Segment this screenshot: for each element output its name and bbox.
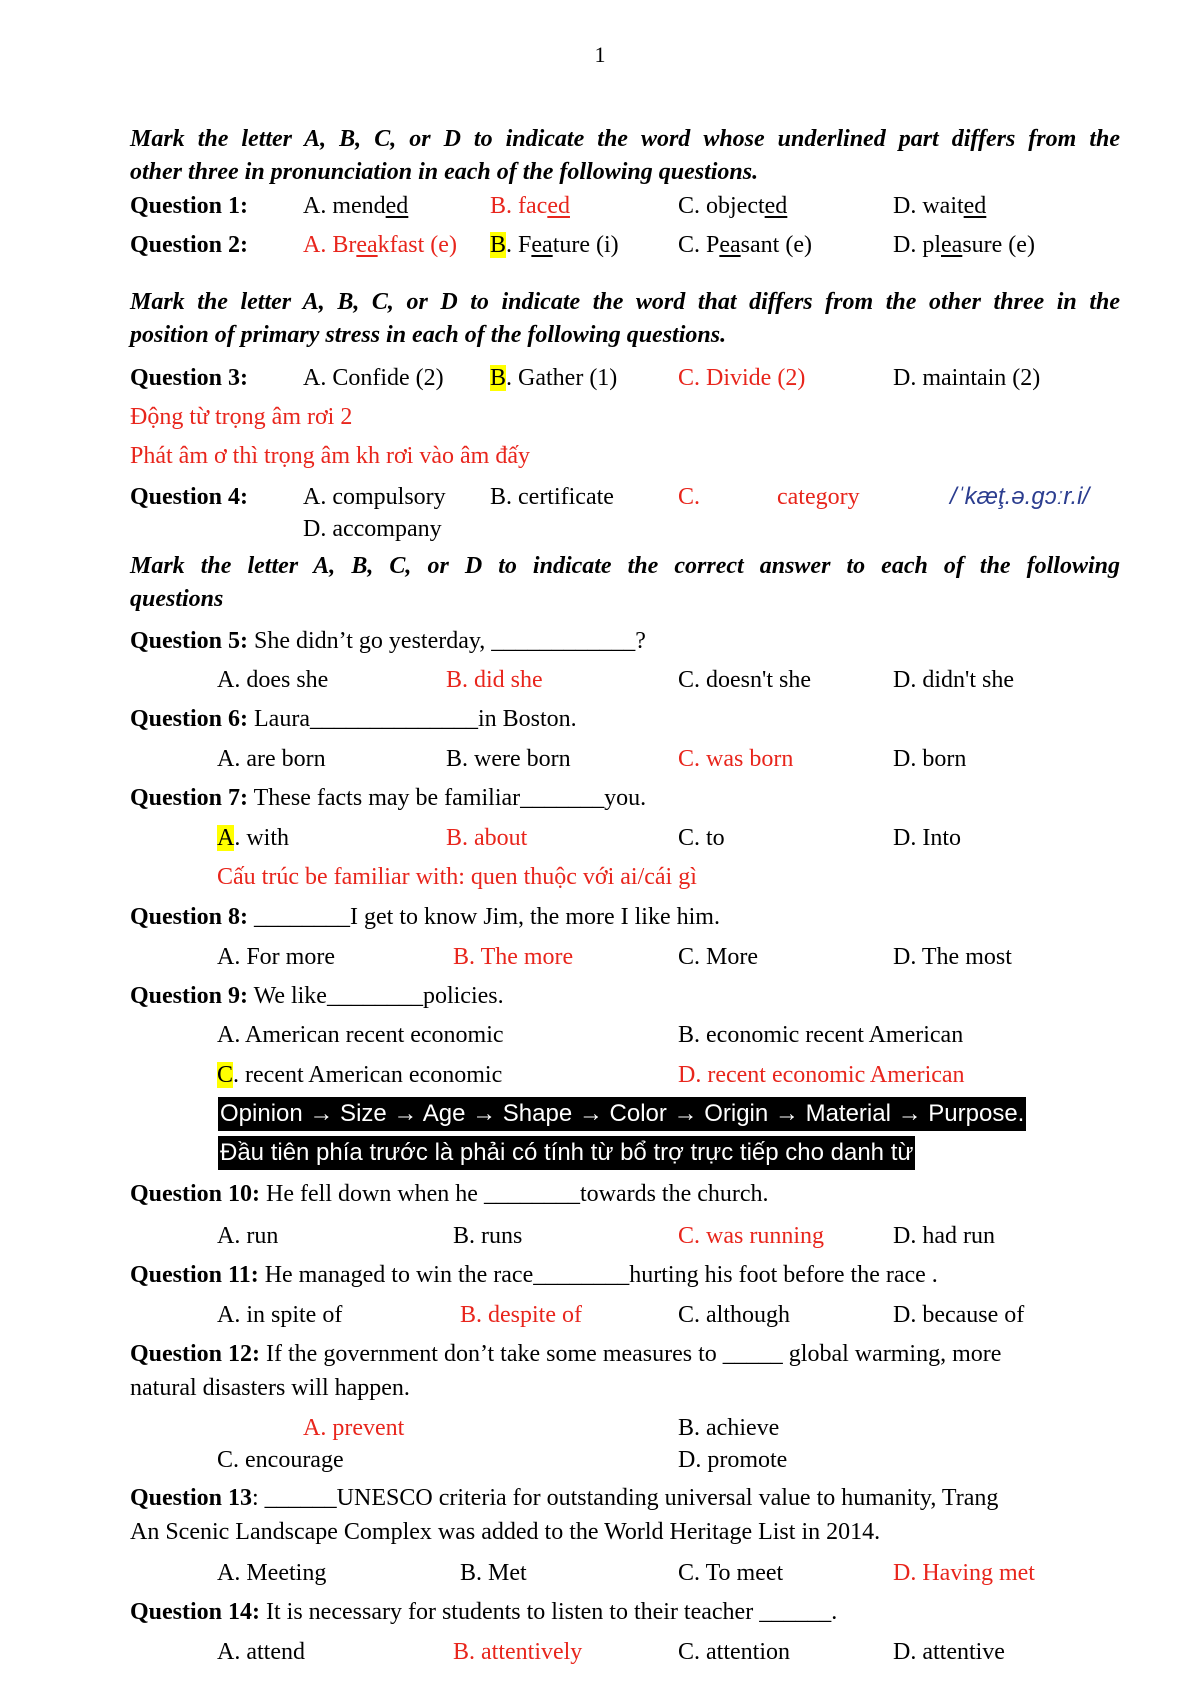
option-b: B. economic recent American bbox=[678, 1022, 964, 1048]
question-label: Question 12: bbox=[130, 1341, 261, 1367]
option-c: C. although bbox=[678, 1302, 790, 1328]
question-label: Question 2: bbox=[130, 232, 249, 258]
instruction-pronunciation bbox=[130, 123, 1120, 189]
option-a: A. American recent economic bbox=[217, 1022, 504, 1048]
question-stem: He managed to win the race________hurting his foot before the race . bbox=[258, 1262, 938, 1288]
explanation-note: Cấu trúc be familiar with: quen thuộc với ai/cái gì bbox=[217, 864, 697, 890]
option-a: A. run bbox=[217, 1223, 279, 1249]
question-4 bbox=[130, 482, 248, 512]
option-d: D. because of bbox=[893, 1302, 1025, 1328]
option-c: C. To meet bbox=[678, 1560, 784, 1586]
question-1 bbox=[130, 191, 248, 221]
option-b: B. certificate bbox=[490, 484, 614, 510]
option-c: C. attention bbox=[678, 1639, 790, 1665]
adjective-rule-note: Đầu tiên phía trước là phải có tính từ bổ trợ trực tiếp cho danh từ bbox=[218, 1136, 915, 1170]
option-d: D. didn't she bbox=[893, 667, 1014, 693]
option-d-answer: D. recent economic American bbox=[678, 1062, 965, 1088]
option-a: A. are born bbox=[217, 746, 326, 772]
option-d: D. Into bbox=[893, 825, 961, 851]
instruction-correct-answer bbox=[130, 550, 1120, 616]
option-a-answer: A. Breakfast (e) bbox=[303, 232, 457, 258]
option-a: A. attend bbox=[217, 1639, 305, 1665]
option-b-answer: B. did she bbox=[446, 667, 543, 693]
option-b-answer: B. despite of bbox=[460, 1302, 582, 1328]
option-a: A. For more bbox=[217, 944, 335, 970]
question-11 bbox=[130, 1260, 938, 1290]
question-stem: : ______UNESCO criteria for outstanding universal value to humanity, Trang bbox=[252, 1485, 999, 1511]
question-6 bbox=[130, 704, 577, 734]
question-label: Question 9: bbox=[130, 983, 249, 1009]
question-3 bbox=[130, 363, 248, 393]
option-b: B. Gather (1) bbox=[490, 365, 618, 391]
question-stem: He fell down when he ________towards the church. bbox=[260, 1181, 769, 1207]
option-b: B. Feature (i) bbox=[490, 232, 619, 258]
option-a: A. does she bbox=[217, 667, 329, 693]
option-c-word: category bbox=[777, 484, 860, 510]
question-14 bbox=[130, 1597, 837, 1627]
question-stem-continued: An Scenic Landscape Complex was added to the World Heritage List in 2014. bbox=[130, 1519, 881, 1545]
option-c-answer: C. Divide (2) bbox=[678, 365, 806, 391]
option-c-answer: C. was born bbox=[678, 746, 794, 772]
option-b: B. achieve bbox=[678, 1415, 780, 1441]
instruction-line: Mark the letter A, B, C, or D to indicate the word that differs from the other three in the bbox=[130, 289, 1120, 315]
option-d: D. promote bbox=[678, 1447, 788, 1473]
option-d: D. waited bbox=[893, 193, 987, 219]
option-b-answer: B. about bbox=[446, 825, 528, 851]
question-10 bbox=[130, 1179, 769, 1209]
option-d: D. pleasure (e) bbox=[893, 232, 1035, 258]
option-b-answer: B. The more bbox=[453, 944, 574, 970]
option-a: A. Confide (2) bbox=[303, 365, 444, 391]
option-c-answer: C. bbox=[678, 484, 701, 510]
instruction-line: other three in pronunciation in each of the following questions. bbox=[130, 159, 759, 185]
question-13 bbox=[130, 1483, 998, 1513]
instruction-line: position of primary stress in each of the following questions. bbox=[130, 322, 727, 348]
question-stem: We like________policies. bbox=[248, 983, 504, 1009]
question-label: Question 10: bbox=[130, 1181, 261, 1207]
question-stem: Laura______________in Boston. bbox=[248, 706, 577, 732]
question-label: Question 5: bbox=[130, 628, 249, 654]
question-label: Question 6: bbox=[130, 706, 249, 732]
instruction-stress bbox=[130, 286, 1120, 352]
question-8 bbox=[130, 902, 720, 932]
option-c: C. objected bbox=[678, 193, 788, 219]
instruction-line: questions bbox=[130, 586, 224, 612]
option-d-answer: D. Having met bbox=[893, 1560, 1035, 1586]
option-a: A. in spite of bbox=[217, 1302, 343, 1328]
option-b: B. runs bbox=[453, 1223, 523, 1249]
option-d: D. attentive bbox=[893, 1639, 1005, 1665]
question-stem-continued: natural disasters will happen. bbox=[130, 1375, 410, 1401]
highlight-mark: C bbox=[217, 1062, 234, 1088]
option-d: D. maintain (2) bbox=[893, 365, 1041, 391]
option-c: C. encourage bbox=[217, 1447, 344, 1473]
option-b: B. were born bbox=[446, 746, 571, 772]
instruction-line: Mark the letter A, B, C, or D to indicate the word whose underlined part differs from the bbox=[130, 126, 1120, 152]
question-stem: ________I get to know Jim, the more I like him. bbox=[248, 904, 720, 930]
highlight-mark: A bbox=[217, 825, 235, 851]
option-b-answer: B. faced bbox=[490, 193, 570, 219]
option-c-answer: C. was running bbox=[678, 1223, 824, 1249]
explanation-note: Động từ trọng âm rơi 2 bbox=[130, 404, 353, 430]
question-label: Question 7: bbox=[130, 785, 249, 811]
option-a: A. Meeting bbox=[217, 1560, 327, 1586]
question-stem: These facts may be familiar_______you. bbox=[248, 785, 647, 811]
option-d: D. born bbox=[893, 746, 967, 772]
adjective-order-note: Opinion → Size → Age → Shape → Color → Origin → Material → Purpose. bbox=[218, 1097, 1026, 1131]
question-stem: She didn’t go yesterday, ____________? bbox=[248, 628, 646, 654]
instruction-line: Mark the letter A, B, C, or D to indicate the correct answer to each of the following bbox=[130, 553, 1120, 579]
question-label: Question 11: bbox=[130, 1262, 259, 1288]
question-stem: If the government don’t take some measures to _____ global warming, more bbox=[260, 1341, 1002, 1367]
explanation-note: Phát âm ơ thì trọng âm kh rơi vào âm đấy bbox=[130, 443, 530, 469]
question-label: Question 3: bbox=[130, 365, 249, 391]
question-label: Question 13 bbox=[130, 1485, 253, 1511]
option-c: C. Peasant (e) bbox=[678, 232, 812, 258]
option-d: D. had run bbox=[893, 1223, 995, 1249]
question-label: Question 14: bbox=[130, 1599, 261, 1625]
option-c: C. recent American economic bbox=[217, 1062, 503, 1088]
question-label: Question 1: bbox=[130, 193, 249, 219]
option-c: C. to bbox=[678, 825, 725, 851]
question-5 bbox=[130, 626, 646, 656]
option-b: B. Met bbox=[460, 1560, 527, 1586]
question-2 bbox=[130, 230, 248, 260]
highlight-mark: B bbox=[490, 365, 507, 391]
option-d: D. accompany bbox=[303, 516, 442, 542]
question-9 bbox=[130, 981, 504, 1011]
option-a-answer: A. prevent bbox=[303, 1415, 405, 1441]
question-stem: It is necessary for students to listen to their teacher ______. bbox=[260, 1599, 838, 1625]
ipa-transcription: /ˈkæţ.ə.gɔːr.i/ bbox=[950, 483, 1090, 510]
option-a: A. with bbox=[217, 825, 290, 851]
highlight-mark: B bbox=[490, 232, 507, 258]
question-12 bbox=[130, 1339, 1001, 1369]
question-7 bbox=[130, 783, 646, 813]
page-number: 1 bbox=[594, 42, 606, 67]
option-b-answer: B. attentively bbox=[453, 1639, 583, 1665]
option-c: C. More bbox=[678, 944, 758, 970]
question-label: Question 8: bbox=[130, 904, 249, 930]
option-d: D. The most bbox=[893, 944, 1012, 970]
option-a: A. compulsory bbox=[303, 484, 446, 510]
option-a: A. mended bbox=[303, 193, 409, 219]
option-c: C. doesn't she bbox=[678, 667, 811, 693]
question-label: Question 4: bbox=[130, 484, 249, 510]
